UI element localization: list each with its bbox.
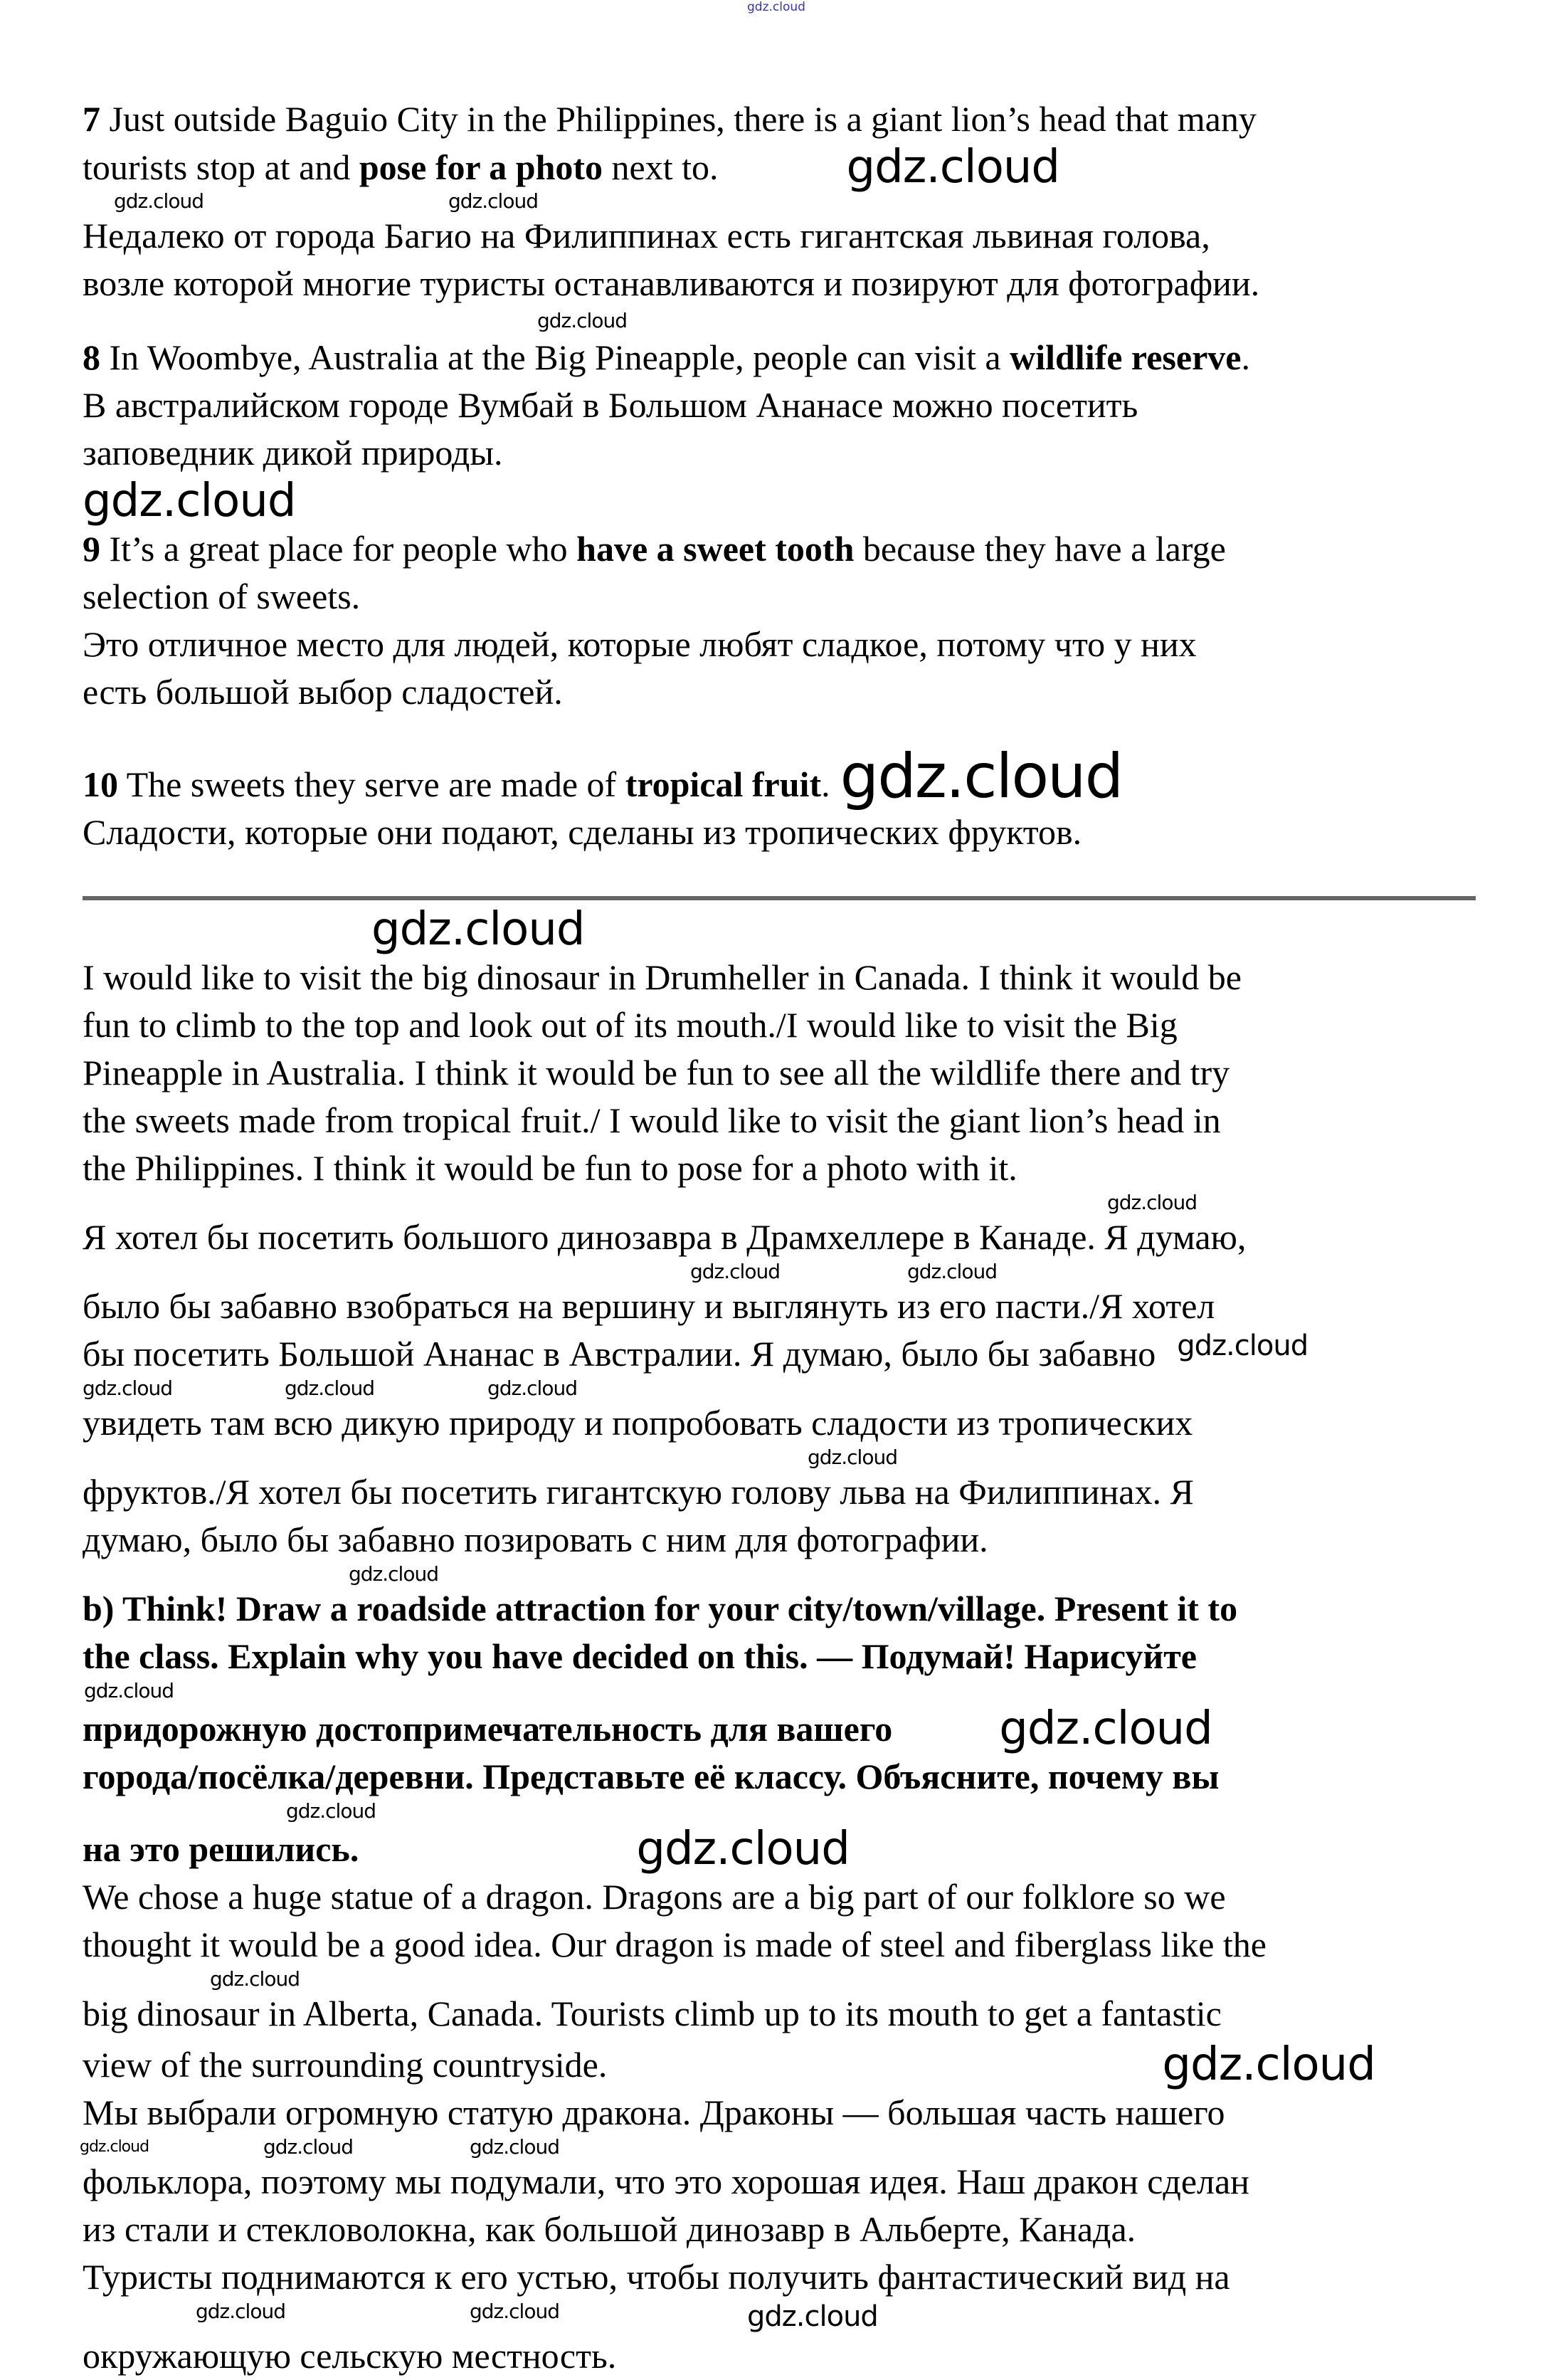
text-run: Just outside Baguio City in the Philippines, there is a giant lion’s head that many <box>109 99 1257 139</box>
top-watermark: gdz.cloud <box>747 0 805 14</box>
watermark: gdz.cloud <box>999 1702 1212 1755</box>
item-number: 8 <box>83 337 100 377</box>
task-line-row <box>83 1822 1477 1873</box>
answer-ru <box>83 1213 1477 1564</box>
text-run: In Woombye, Australia at the Big Pineapple, people can visit a <box>109 337 1010 377</box>
task-answer-ru-line: из стали и стекловолокна, как большой динозавр в Альберте, Канада. <box>83 2209 1136 2249</box>
watermark: gdz.cloud <box>470 2300 559 2323</box>
item-9 <box>83 525 1477 716</box>
watermark: gdz.cloud <box>210 1967 300 1991</box>
text-run: . <box>821 764 830 804</box>
task-answer-ru-line: фольклора, поэтому мы подумали, что это хорошая идея. Наш дракон сделан <box>83 2162 1249 2201</box>
watermark-row <box>83 1447 1477 1468</box>
item-ru-line: есть большой выбор сладостей. <box>83 672 563 712</box>
watermark: gdz.cloud <box>84 1679 174 1702</box>
watermark: gdz.cloud <box>537 309 627 332</box>
watermark: gdz.cloud <box>470 2135 559 2159</box>
task-answer-ru-line: Туристы поднимаются к его устью, чтобы получить фантастический вид на <box>83 2257 1230 2297</box>
answer-en-line: Pineapple in Australia. I think it would be fun to see all the wildlife there and try <box>83 1053 1230 1092</box>
watermark-row <box>83 2301 1477 2332</box>
watermark-row <box>83 307 1477 334</box>
answer-en-line: fun to climb to the top and look out of its mouth./I would like to visit the Big <box>83 1005 1178 1045</box>
answer-ru-line: увидеть там всю дикую природу и попробовать сладости из тропических <box>83 1403 1193 1443</box>
item-en-line <box>83 141 1477 194</box>
text-run: tourists stop at and <box>83 147 359 187</box>
answer-en <box>83 954 1477 1192</box>
watermark: gdz.cloud <box>1177 1329 1309 1362</box>
watermark: gdz.cloud <box>840 741 1123 812</box>
answer-ru-line: было бы забавно взобраться на вершину и выглянуть из его пасти./Я хотел <box>83 1286 1215 1326</box>
section-b <box>80 903 1477 2380</box>
answer-ru-line: думаю, было бы забавно позировать с ним для фотографии. <box>83 1520 988 1559</box>
task-answer-ru-line: окружающую сельскую местность. <box>83 2336 617 2376</box>
text-run: . <box>1241 337 1250 377</box>
answer-ru-line: фруктов./Я хотел бы посетить гигантскую голову льва на Филиппинах. Я <box>83 1472 1194 1512</box>
text-run: selection of sweets. <box>83 576 361 616</box>
item-en-line <box>83 573 1477 621</box>
item-8 <box>83 334 1477 477</box>
text-run: The sweets they serve are made of <box>126 764 625 804</box>
item-ru-line: Сладости, которые они подают, сделаны из тропических фруктов. <box>83 812 1082 852</box>
watermark: gdz.cloud <box>448 189 538 213</box>
watermark: gdz.cloud <box>1107 1191 1197 1214</box>
task-line: b) Think! Draw a roadside attraction for your city/town/village. Present it to <box>83 1589 1238 1628</box>
item-number: 9 <box>83 529 100 569</box>
item-number: 10 <box>83 764 118 804</box>
task-answer-ru <box>80 2089 1477 2380</box>
watermark: gdz.cloud <box>846 141 1060 194</box>
watermark-row <box>83 1801 1477 1822</box>
task-answer-en <box>83 1873 1477 2089</box>
watermark: gdz.cloud <box>690 1260 780 1283</box>
item-ru-line: возле которой многие туристы останавливаются и позируют для фотографии. <box>83 263 1260 303</box>
watermark: gdz.cloud <box>907 1260 997 1283</box>
item-en-line <box>83 525 1477 573</box>
watermark: gdz.cloud <box>747 2300 878 2333</box>
watermark-row <box>83 1192 1477 1213</box>
answer-en-line: I would like to visit the big dinosaur in Drumheller in Canada. I think it would be <box>83 957 1242 997</box>
answer-en-line: the Philippines. I think it would be fun to pose for a photo with it. <box>83 1148 1017 1188</box>
item-7 <box>83 95 1477 307</box>
task-answer-ru-line: Мы выбрали огромную статую дракона. Драконы — большая часть нашего <box>83 2092 1225 2132</box>
watermark: gdz.cloud <box>83 475 296 527</box>
task-line: города/посёлка/деревни. Представьте её классу. Объясните, почему вы <box>83 1757 1220 1796</box>
task-answer-en-line-row <box>83 2038 1477 2089</box>
item-10 <box>83 741 1477 856</box>
watermark-row <box>83 1969 1477 1990</box>
document-body <box>83 95 1477 856</box>
task-answer-en-line: big dinosaur in Alberta, Canada. Tourists climb up to its mouth to get a fantastic <box>83 1994 1222 2033</box>
answer-ru-line-row <box>83 1330 1477 1378</box>
answer-ru-line: Я хотел бы посетить большого динозавра в Драмхеллере в Канаде. Я думаю, <box>83 1217 1247 1257</box>
watermark: gdz.cloud <box>196 2300 285 2323</box>
item-ru-line: заповедник дикой природы. <box>83 433 503 473</box>
task-answer-en-line: view of the surrounding countryside. <box>83 2045 608 2085</box>
task-line: на это решились. <box>83 1829 359 1869</box>
watermark: gdz.cloud <box>83 1376 172 1400</box>
watermark: gdz.cloud <box>80 2138 149 2156</box>
watermark: gdz.cloud <box>263 2135 353 2159</box>
task-heading <box>83 1585 1477 1873</box>
item-ru-line: Это отличное место для людей, которые любят сладкое, потому что у них <box>83 624 1197 664</box>
watermark-row <box>80 2135 1477 2159</box>
watermark: gdz.cloud <box>371 903 585 956</box>
task-line: the class. Explain why you have decided on this. — Подумай! Нарисуйте <box>83 1636 1197 1676</box>
watermark: gdz.cloud <box>286 1799 376 1823</box>
item-en-line <box>83 334 1477 381</box>
answer-en-line: the sweets made from tropical fruit./ I would like to visit the giant lion’s head in <box>83 1100 1221 1140</box>
watermark-row <box>83 1261 1477 1283</box>
text-run: It’s a great place for people who <box>109 529 577 569</box>
watermark: gdz.cloud <box>1162 2038 1375 2091</box>
watermark: gdz.cloud <box>114 189 203 213</box>
text-run: next to. <box>603 147 719 187</box>
key-phrase: have a sweet tooth <box>576 529 855 569</box>
watermark: gdz.cloud <box>636 1823 850 1875</box>
watermark: gdz.cloud <box>487 1376 577 1400</box>
watermark-row <box>83 1378 1477 1399</box>
task-line-row <box>83 1702 1477 1753</box>
item-en-line <box>83 741 1477 812</box>
key-phrase: pose for a photo <box>359 147 603 187</box>
watermark: gdz.cloud <box>349 1562 438 1586</box>
task-answer-en-line: thought it would be a good idea. Our dragon is made of steel and fiberglass like the <box>83 1924 1267 1964</box>
item-ru-line: Недалеко от города Багио на Филиппинах есть гигантская львиная голова, <box>83 216 1210 256</box>
key-phrase: tropical fruit <box>625 764 822 804</box>
section-divider <box>83 896 1476 900</box>
watermark: gdz.cloud <box>808 1446 897 1469</box>
item-ru-line: В австралийском городе Вумбай в Большом Ананасе можно посетить <box>83 385 1138 425</box>
item-en-line <box>83 95 1477 143</box>
watermark-row <box>83 1564 1477 1585</box>
watermark: gdz.cloud <box>285 1376 374 1400</box>
answer-ru-line: бы посетить Большой Ананас в Австралии. Я думаю, было бы забавно <box>83 1334 1156 1374</box>
watermark-row <box>83 1680 1477 1702</box>
task-line: придорожную достопримечательность для вашего <box>83 1709 893 1749</box>
item-number: 7 <box>83 99 100 139</box>
key-phrase: wildlife reserve <box>1010 337 1242 377</box>
task-answer-en-line: We chose a huge statue of a dragon. Dragons are a big part of our folklore so we <box>83 1877 1226 1917</box>
watermark-row <box>83 191 1477 212</box>
text-run: because they have a large <box>854 529 1226 569</box>
